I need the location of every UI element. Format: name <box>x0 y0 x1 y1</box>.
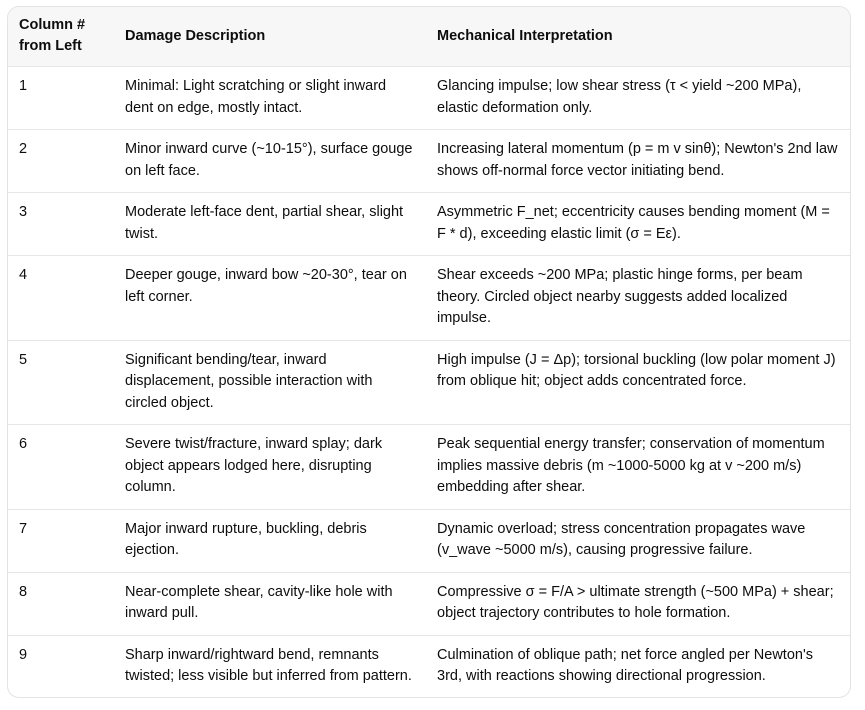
cell-damage-description: Near-complete shear, cavity-like hole with inward pull. <box>117 572 428 635</box>
cell-damage-description: Sharp inward/rightward bend, remnants twisted; less visible but inferred from pattern. <box>117 635 428 698</box>
damage-table-container <box>7 6 851 698</box>
header-column-number <box>8 7 117 67</box>
cell-damage-description: Significant bending/tear, inward displacement, possible interaction with circled object. <box>117 340 428 425</box>
cell-column-number: 9 <box>8 635 117 698</box>
cell-damage-description: Minor inward curve (~10-15°), surface gouge on left face. <box>117 130 428 193</box>
cell-column-number: 5 <box>8 340 117 425</box>
cell-mechanical-interpretation: Culmination of oblique path; net force angled per Newton's 3rd, with reactions showing directional progression. <box>428 635 850 698</box>
table-row <box>8 193 850 256</box>
header-column-number-line1: Column # <box>19 17 86 33</box>
header-mechanical-interpretation: Mechanical Interpretation <box>437 27 613 44</box>
cell-mechanical-interpretation: Asymmetric F_net; eccentricity causes bending moment (M = F * d), exceeding elastic limit (σ = Eε). <box>428 193 850 256</box>
header-damage-description: Damage Description <box>125 27 266 44</box>
table-row <box>8 425 850 510</box>
table-row <box>8 572 850 635</box>
cell-mechanical-interpretation: Peak sequential energy transfer; conservation of momentum implies massive debris (m ~1000-5000 kg at v ~200 m/s) embedding after shear. <box>428 425 850 510</box>
cell-damage-description: Major inward rupture, buckling, debris ejection. <box>117 509 428 572</box>
damage-table <box>8 7 850 698</box>
cell-column-number: 8 <box>8 572 117 635</box>
cell-column-number: 1 <box>8 67 117 130</box>
cell-column-number: 4 <box>8 256 117 341</box>
cell-mechanical-interpretation: Shear exceeds ~200 MPa; plastic hinge forms, per beam theory. Circled object nearby suggests added localized impulse. <box>428 256 850 341</box>
cell-column-number: 2 <box>8 130 117 193</box>
cell-damage-description: Deeper gouge, inward bow ~20-30°, tear on left corner. <box>117 256 428 341</box>
cell-column-number: 6 <box>8 425 117 510</box>
table-row <box>8 509 850 572</box>
cell-damage-description: Minimal: Light scratching or slight inward dent on edge, mostly intact. <box>117 67 428 130</box>
table-row <box>8 130 850 193</box>
cell-column-number: 7 <box>8 509 117 572</box>
table-row <box>8 67 850 130</box>
table-row <box>8 340 850 425</box>
cell-damage-description: Moderate left-face dent, partial shear, slight twist. <box>117 193 428 256</box>
cell-mechanical-interpretation: Increasing lateral momentum (p = m v sinθ); Newton's 2nd law shows off-normal force vector initiating bend. <box>428 130 850 193</box>
cell-mechanical-interpretation: Dynamic overload; stress concentration propagates wave (v_wave ~5000 m/s), causing progressive failure. <box>428 509 850 572</box>
table-row <box>8 256 850 341</box>
cell-mechanical-interpretation: Compressive σ = F/A > ultimate strength (~500 MPa) + shear; object trajectory contributes to hole formation. <box>428 572 850 635</box>
cell-column-number: 3 <box>8 193 117 256</box>
header-column-number-line2: from Left <box>19 38 82 54</box>
cell-mechanical-interpretation: High impulse (J = Δp); torsional buckling (low polar moment J) from oblique hit; object adds concentrated force. <box>428 340 850 425</box>
cell-mechanical-interpretation: Glancing impulse; low shear stress (τ < yield ~200 MPa), elastic deformation only. <box>428 67 850 130</box>
table-header-row <box>8 7 850 67</box>
table-row <box>8 635 850 698</box>
cell-damage-description: Severe twist/fracture, inward splay; dark object appears lodged here, disrupting column. <box>117 425 428 510</box>
